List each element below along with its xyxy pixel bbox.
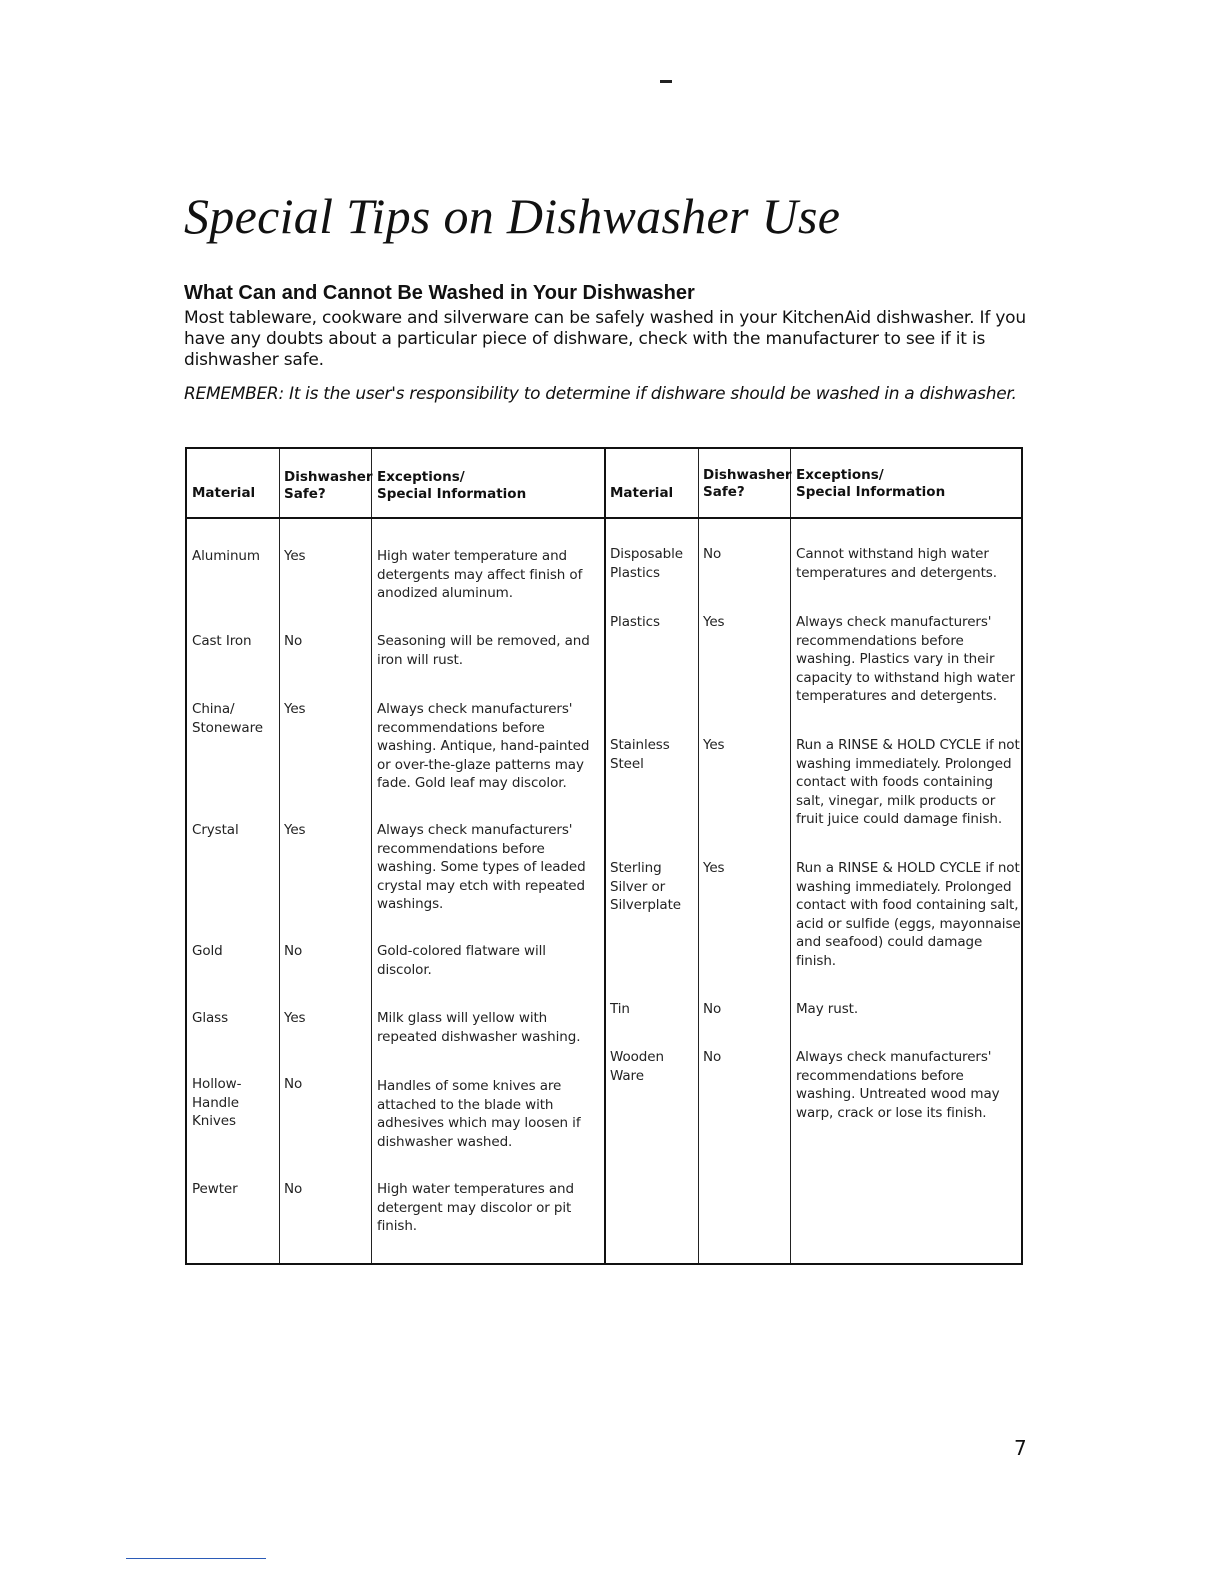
safe-cell: No bbox=[703, 1001, 722, 1017]
safe-cell: Yes bbox=[703, 614, 725, 630]
info-cell: Run a RINSE & HOLD CYCLE if not washing immediately. Prolonged contact with foods containing salt, vinegar, milk products or fruit juice could damage finish. bbox=[796, 737, 1020, 827]
info-cell: Run a RINSE & HOLD CYCLE if not washing immediately. Prolonged contact with food containing salt, acid or sulfide (eggs, mayonnaise and seafood) could damage finish. bbox=[796, 860, 1021, 969]
info-cell: Always check manufacturers' recommendations before washing. Some types of leaded crystal may etch with repeated washings. bbox=[377, 822, 586, 912]
header-rule bbox=[187, 517, 1021, 519]
info-cell: Always check manufacturers' recommendations before washing. Antique, hand-painted or over-the-glaze patterns may fade. Gold leaf may discolor. bbox=[377, 701, 590, 791]
info-cell: Gold-colored flatware will discolor. bbox=[377, 943, 546, 978]
page-number: 7 bbox=[1014, 1436, 1027, 1460]
column-divider bbox=[790, 449, 791, 1263]
remember-note: REMEMBER: It is the user's responsibility to determine if dishware should be washed in a dishwasher. bbox=[184, 384, 1017, 404]
material-cell: Aluminum bbox=[192, 548, 260, 564]
info-cell: May rust. bbox=[796, 1001, 859, 1017]
material-cell: Glass bbox=[192, 1010, 229, 1026]
header-material: Material bbox=[192, 485, 256, 501]
footer-rule bbox=[126, 1558, 266, 1559]
material-cell: Tin bbox=[610, 1001, 630, 1017]
safe-cell: Yes bbox=[284, 822, 306, 838]
material-cell: Plastics bbox=[610, 614, 660, 630]
header-exceptions: Exceptions/ Special Information bbox=[796, 467, 946, 500]
column-divider bbox=[698, 449, 699, 1263]
material-cell: Gold bbox=[192, 943, 223, 959]
dishwasher-safe-table bbox=[185, 447, 1023, 1265]
material-cell: Hollow-Handle Knives bbox=[192, 1076, 242, 1129]
info-cell: Handles of some knives are attached to the blade with adhesives which may loosen if dishwasher washed. bbox=[377, 1078, 581, 1150]
safe-cell: Yes bbox=[284, 548, 306, 564]
page-title: Special Tips on Dishwasher Use bbox=[184, 188, 841, 244]
header-material: Material bbox=[610, 485, 674, 501]
material-cell: Crystal bbox=[192, 822, 239, 838]
intro-paragraph: Most tableware, cookware and silverware can be safely washed in your KitchenAid dishwasher. If you have any doubts about a particular piece of dishware, check with the manufacturer to see if it is dishwasher safe. bbox=[184, 308, 1026, 370]
safe-cell: No bbox=[284, 1181, 303, 1197]
material-cell: Disposable Plastics bbox=[610, 546, 683, 581]
material-cell: Cast Iron bbox=[192, 633, 252, 649]
header-safe: Dishwasher Safe? bbox=[703, 467, 792, 500]
column-divider bbox=[279, 449, 280, 1263]
header-safe: Dishwasher Safe? bbox=[284, 469, 373, 502]
material-cell: Stainless Steel bbox=[610, 737, 670, 772]
safe-cell: No bbox=[284, 943, 303, 959]
material-cell: China/ Stoneware bbox=[192, 701, 263, 736]
info-cell: High water temperature and detergents may affect finish of anodized aluminum. bbox=[377, 548, 583, 601]
safe-cell: Yes bbox=[703, 860, 725, 876]
info-cell: Cannot withstand high water temperatures and detergents. bbox=[796, 546, 997, 581]
info-cell: Always check manufacturers' recommendations before washing. Plastics vary in their capacity to withstand high water temperatures and detergents. bbox=[796, 614, 1015, 704]
section-heading: What Can and Cannot Be Washed in Your Dishwasher bbox=[184, 282, 695, 304]
header-exceptions: Exceptions/ Special Information bbox=[377, 469, 527, 502]
safe-cell: No bbox=[284, 1076, 303, 1092]
column-divider bbox=[604, 449, 606, 1263]
info-cell: Seasoning will be removed, and iron will rust. bbox=[377, 633, 590, 668]
scan-mark bbox=[660, 80, 672, 83]
safe-cell: Yes bbox=[703, 737, 725, 753]
column-divider bbox=[371, 449, 372, 1263]
safe-cell: Yes bbox=[284, 701, 306, 717]
info-cell: Always check manufacturers' recommendations before washing. Untreated wood may warp, crack or lose its finish. bbox=[796, 1049, 1000, 1121]
safe-cell: Yes bbox=[284, 1010, 306, 1026]
info-cell: Milk glass will yellow with repeated dishwasher washing. bbox=[377, 1010, 581, 1045]
info-cell: High water temperatures and detergent may discolor or pit finish. bbox=[377, 1181, 574, 1234]
material-cell: Wooden Ware bbox=[610, 1049, 664, 1084]
safe-cell: No bbox=[284, 633, 303, 649]
safe-cell: No bbox=[703, 1049, 722, 1065]
material-cell: Sterling Silver or Silverplate bbox=[610, 860, 682, 913]
material-cell: Pewter bbox=[192, 1181, 238, 1197]
safe-cell: No bbox=[703, 546, 722, 562]
